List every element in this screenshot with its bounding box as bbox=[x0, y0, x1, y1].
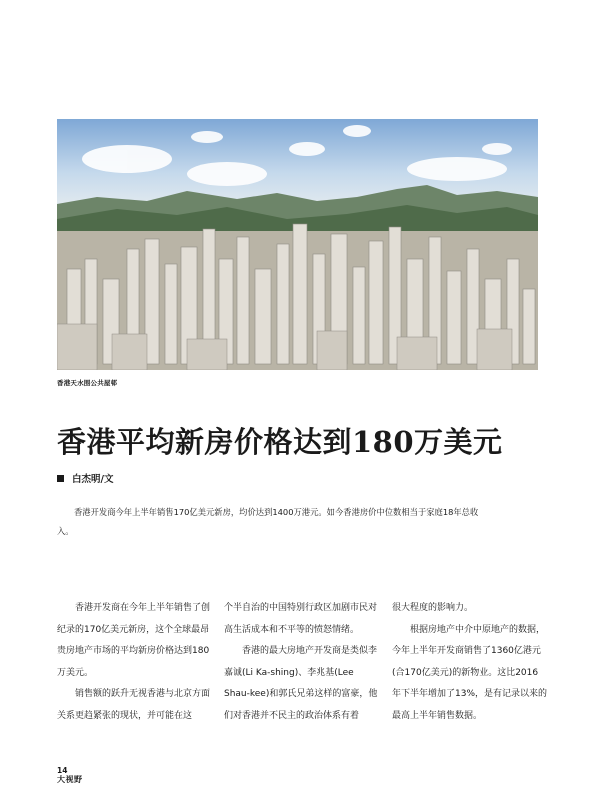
photo-caption: 香港天水围公共屋邨 bbox=[57, 379, 118, 387]
body-paragraph: 根据房地产中介中原地产的数据，今年上半年开发商销售了1360亿港元(合170亿美元)的新物业。这比2016年下半年增加了13%，是有记录以来的最高上半年销售数据。 bbox=[392, 624, 548, 721]
body-column-3 bbox=[392, 598, 547, 727]
page-number: 14 bbox=[57, 766, 68, 775]
body-column-1 bbox=[57, 598, 212, 727]
article-title: 香港平均新房价格达到180万美元 bbox=[57, 425, 503, 459]
square-bullet-icon bbox=[57, 475, 64, 482]
body-paragraph: 销售额的跃升无视香港与北京方面关系更趋紧张的现状，并可能在这 bbox=[57, 689, 211, 721]
aerial-city-photo bbox=[57, 119, 538, 370]
body-paragraph: 很大程度的影响力。 bbox=[392, 603, 474, 613]
article-lead: 香港开发商今年上半年销售170亿美元新房，均价达到1400万港元。如今香港房价中位数相当于家庭18年总收入。 bbox=[57, 507, 479, 536]
photo-illustration bbox=[57, 119, 538, 370]
page-footer bbox=[57, 766, 83, 784]
author-name: 白杰明/文 bbox=[72, 474, 114, 485]
body-paragraph: 香港的最大房地产开发商是类似李嘉诚(Li Ka-shing)、李兆基(Lee Shau-kee)和郭氏兄弟这样的富豪，他们对香港并不民主的政治体系有着 bbox=[224, 646, 378, 721]
body-column-2 bbox=[224, 598, 379, 727]
byline bbox=[57, 473, 113, 487]
magazine-brand: 大视野 bbox=[57, 774, 83, 784]
body-paragraph: 个半自治的中国特别行政区加剧市民对高生活成本和不平等的愤怒情绪。 bbox=[224, 603, 378, 635]
body-paragraph: 香港开发商在今年上半年销售了创纪录的170亿美元新房，这个全球最昂贵房地产市场的平均新房价格达到180万美元。 bbox=[57, 603, 211, 678]
